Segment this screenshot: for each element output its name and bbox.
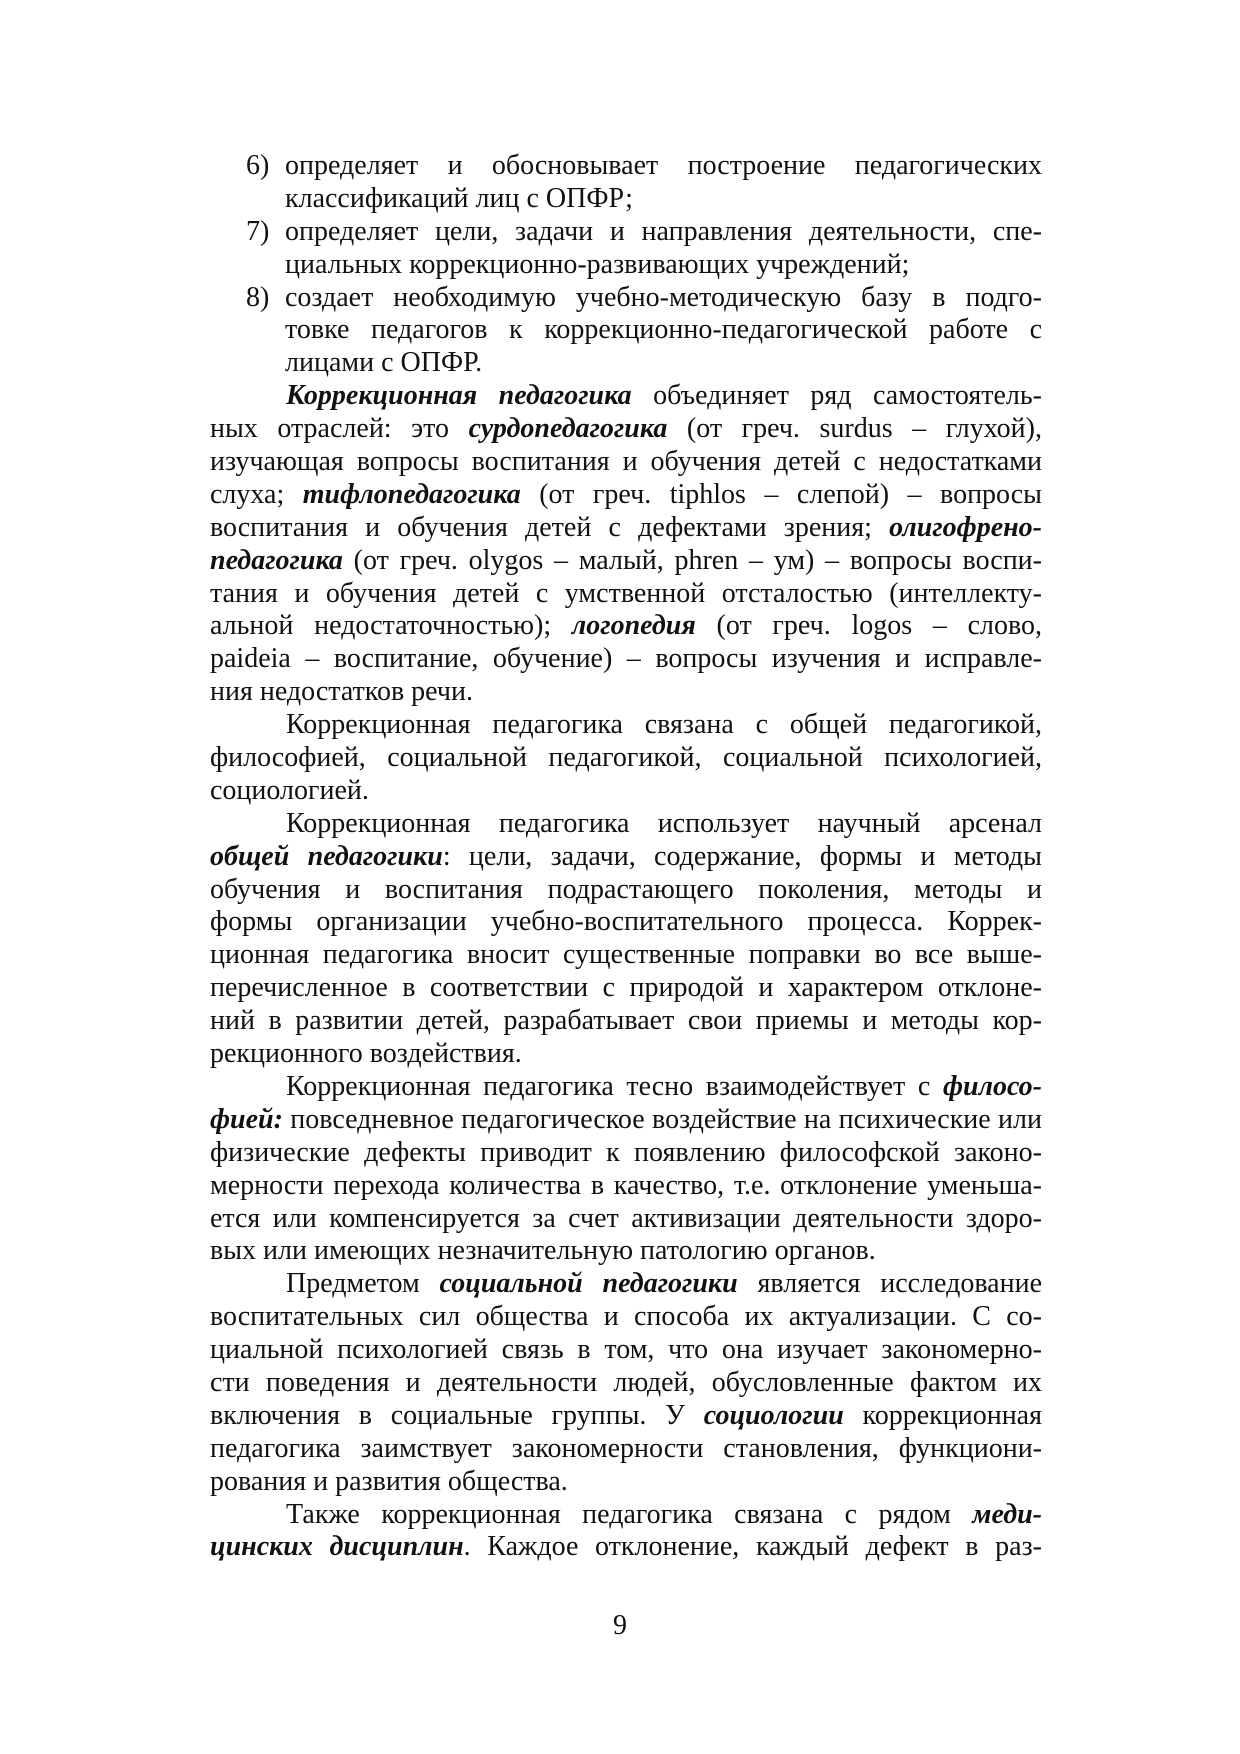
emphasized-term: Коррекционная педагогика [286,380,632,412]
emphasized-term: сурдопедагогика [468,413,668,445]
text-run: классификаций лиц с ОПФР; [285,182,633,214]
text-run: объединяет ряд самостоятель- [631,380,1042,412]
text-line [210,1400,1042,1433]
text-run: (от греч. olygos – малый, phren – ум) – вопросы воспи- [342,544,1042,576]
text-run: создает необходимую учебно-методическую базу в подго- [285,281,1042,313]
emphasized-term: социологии [703,1399,844,1431]
text-line [210,479,1042,512]
paragraph [210,1071,1042,1268]
text-run: определяет и обосновывает построение педагогических [285,150,1042,181]
emphasized-term: тифлопедагогика [302,478,521,510]
text-line [210,808,1042,841]
text-run: paideia – воспитание, обучение) – вопросы изучения и исправле- [210,643,1042,675]
page-number: 9 [613,1610,627,1641]
list-item [210,150,1042,216]
text-line [210,643,1042,676]
text-run: является исследование [737,1268,1042,1300]
text-line [210,1203,1042,1236]
text-line [210,183,1042,216]
text-run: Коррекционная педагогика использует научный арсенал [286,807,1042,839]
text-run: ния недостатков речи. [210,676,473,708]
text-line [210,972,1042,1005]
text-line [210,314,1042,347]
emphasized-term: цинских дисциплин [210,1531,464,1563]
text-run: воспитания и обучения детей с дефектами зрения; [210,511,890,543]
text-line [210,1466,1042,1499]
text-run: включения в социальные группы. У [210,1399,704,1431]
text-run: воспитательных сил общества и способа их актуализации. С со- [210,1301,1042,1333]
text-line [210,216,1042,249]
text-line [210,676,1042,709]
text-run: . Каждое отклонение, каждый дефект в раз- [463,1531,1042,1563]
paragraph [210,808,1042,1071]
text-line [210,578,1042,611]
text-run: перечисленное в соответствии с природой и характером отклоне- [210,972,1042,1004]
emphasized-term: филосо- [942,1070,1042,1102]
text-run: товке педагогов к коррекционно-педагогической работе с [285,314,1042,346]
text-run: обучения и воспитания подрастающего поколения, методы и [210,873,1042,905]
text-line [210,249,1042,282]
text-line [210,709,1042,742]
text-run: физические дефекты приводит к появлению философской законо- [210,1136,1042,1168]
text-line [210,446,1042,479]
text-line [210,1367,1042,1400]
text-run: слуха; [210,478,303,510]
text-line [210,1038,1042,1071]
emphasized-term: социальной педагогики [439,1268,738,1300]
text-line [210,775,1042,808]
text-run: формы организации учебно-воспитательного процесса. Коррек- [210,906,1042,938]
text-run: Также коррекционная педагогика связана с рядом [286,1498,973,1530]
text-run: циальных коррекционно-развивающих учреждений; [285,248,910,280]
paragraph [210,380,1042,709]
text-line [210,1301,1042,1334]
emphasized-term: педагогика [210,544,343,576]
text-line [210,906,1042,939]
text-run: ний в развитии детей, разрабатывает свои приемы и методы кор- [210,1005,1042,1037]
text-line [210,841,1042,874]
text-run: мерности перехода количества в качество, т.е. отклонение уменьша- [210,1169,1042,1201]
text-run: коррекционная [843,1399,1042,1431]
text-run: изучающая вопросы воспитания и обучения детей с недостатками [210,446,1042,478]
text-line [210,1137,1042,1170]
text-line [210,347,1042,380]
text-line [210,1235,1042,1268]
paragraph [210,1268,1042,1498]
text-line [210,545,1042,578]
page-body [210,150,1042,1564]
list-number: 8) [246,281,270,313]
text-run: Коррекционная педагогика связана с общей педагогикой, [286,709,1042,741]
text-line [210,742,1042,775]
text-run: рования и развития общества. [210,1465,568,1497]
emphasized-term: общей педагогики [210,840,443,872]
text-line [210,1334,1042,1367]
list-item [210,282,1042,381]
text-run: лицами с ОПФР. [285,347,483,379]
text-run: Предметом [286,1268,440,1300]
text-run: определяет цели, задачи и направления деятельности, спе- [285,215,1042,247]
text-run: (от греч. logos – слово, [695,610,1042,642]
text-line [210,874,1042,907]
paragraph [210,709,1042,808]
emphasized-term: меди- [972,1498,1042,1530]
text-line [210,1531,1042,1564]
text-run: повседневное педагогическое воздействие на психические или [282,1103,1042,1135]
text-line [210,1170,1042,1203]
text-run: вых или имеющих незначительную патологию органов. [210,1235,876,1267]
emphasized-term: олигофрено- [889,511,1042,543]
text-run: (от греч. surdus – глухой), [667,413,1042,445]
text-run: педагогика заимствует закономерности становления, функциони- [210,1432,1042,1464]
text-line [210,512,1042,545]
text-line [210,610,1042,643]
text-run: альной недостаточностью); [210,610,572,642]
list-item [210,216,1042,282]
text-run: Коррекционная педагогика тесно взаимодействует с [286,1070,943,1102]
text-run: социологией. [210,774,369,806]
paragraph [210,1499,1042,1565]
text-run: ных отраслей: это [210,413,469,445]
text-run: ется или компенсируется за счет активизации деятельности здоро- [210,1202,1042,1234]
list-number: 6) [246,150,270,181]
text-line [210,1071,1042,1104]
text-line [210,1005,1042,1038]
text-line [210,282,1042,315]
text-run: тания и обучения детей с умственной отсталостью (интеллекту- [210,577,1042,609]
emphasized-term: логопедия [571,610,696,642]
text-run: ционная педагогика вносит существенные поправки во все выше- [210,939,1042,971]
text-line [210,1499,1042,1532]
text-run: рекционного воздействия. [210,1038,522,1070]
text-run: (от греч. tiphlos – слепой) – вопросы [520,478,1042,510]
text-line [210,1268,1042,1301]
text-line [210,380,1042,413]
text-run: циальной психологией связь в том, что она изучает закономерно- [210,1334,1042,1366]
text-line [210,939,1042,972]
text-run: философией, социальной педагогикой, социальной психологией, [210,742,1042,774]
list-number: 7) [246,215,270,247]
text-line [210,1433,1042,1466]
text-line [210,150,1042,183]
text-run: : цели, задачи, содержание, формы и методы [442,840,1042,872]
text-line [210,413,1042,446]
text-run: сти поведения и деятельности людей, обусловленные фактом их [210,1366,1042,1398]
text-line [210,1104,1042,1137]
emphasized-term: фией: [210,1103,283,1135]
